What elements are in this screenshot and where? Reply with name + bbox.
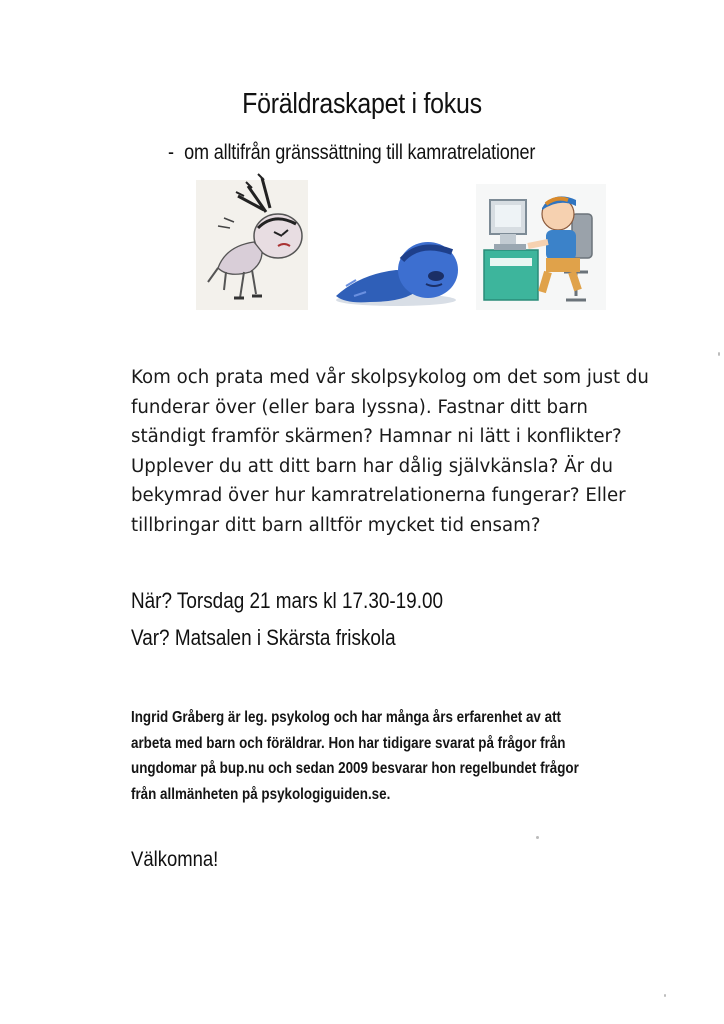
page-title: Föräldraskapet i fokus (242, 88, 482, 120)
bio-line: arbeta med barn och föräldrar. Hon har tidigare svarat på frågor från (131, 734, 566, 752)
bio-line: Ingrid Gråberg är leg. psykolog och har många års erfarenhet av att (131, 709, 562, 726)
scan-speck (718, 352, 720, 356)
welcome-text: Välkomna! (131, 848, 219, 871)
sad-blue-character-icon (330, 226, 462, 310)
subtitle (168, 141, 535, 165)
intro-line: Upplever du att ditt barn har dålig självkänsla? Är du (131, 455, 614, 477)
scan-speck (536, 836, 539, 839)
illustrations (0, 170, 724, 315)
intro-paragraph (131, 363, 671, 540)
event-where: Var? Matsalen i Skärsta friskola (131, 625, 396, 650)
subtitle-text: om alltifrån gränssättning till kamratrelationer (184, 141, 536, 164)
scan-speck (664, 994, 666, 997)
angry-cartoon-girl-icon (196, 172, 308, 310)
intro-line: Kom och prata med vår skolpsykolog om det som just du (131, 367, 649, 388)
child-at-computer-icon (476, 184, 606, 310)
event-when: När? Torsdag 21 mars kl 17.30-19.00 (131, 588, 444, 613)
intro-line: funderar över (eller bara lyssna). Fastnar ditt barn (131, 396, 588, 418)
bio-paragraph (131, 705, 630, 807)
intro-line: bekymrad över hur kamratrelationerna fungerar? Eller (131, 485, 626, 506)
intro-line: tillbringar ditt barn alltför mycket tid ensam? (131, 514, 541, 536)
subtitle-dash: - (168, 141, 174, 164)
intro-line: ständigt framför skärmen? Hamnar ni lätt i konflikter? (131, 426, 622, 447)
bio-line: ungdomar på bup.nu och sedan 2009 besvarar hon regelbundet frågor (131, 760, 579, 777)
bio-line: från allmänheten på psykologiguiden.se. (131, 785, 391, 803)
